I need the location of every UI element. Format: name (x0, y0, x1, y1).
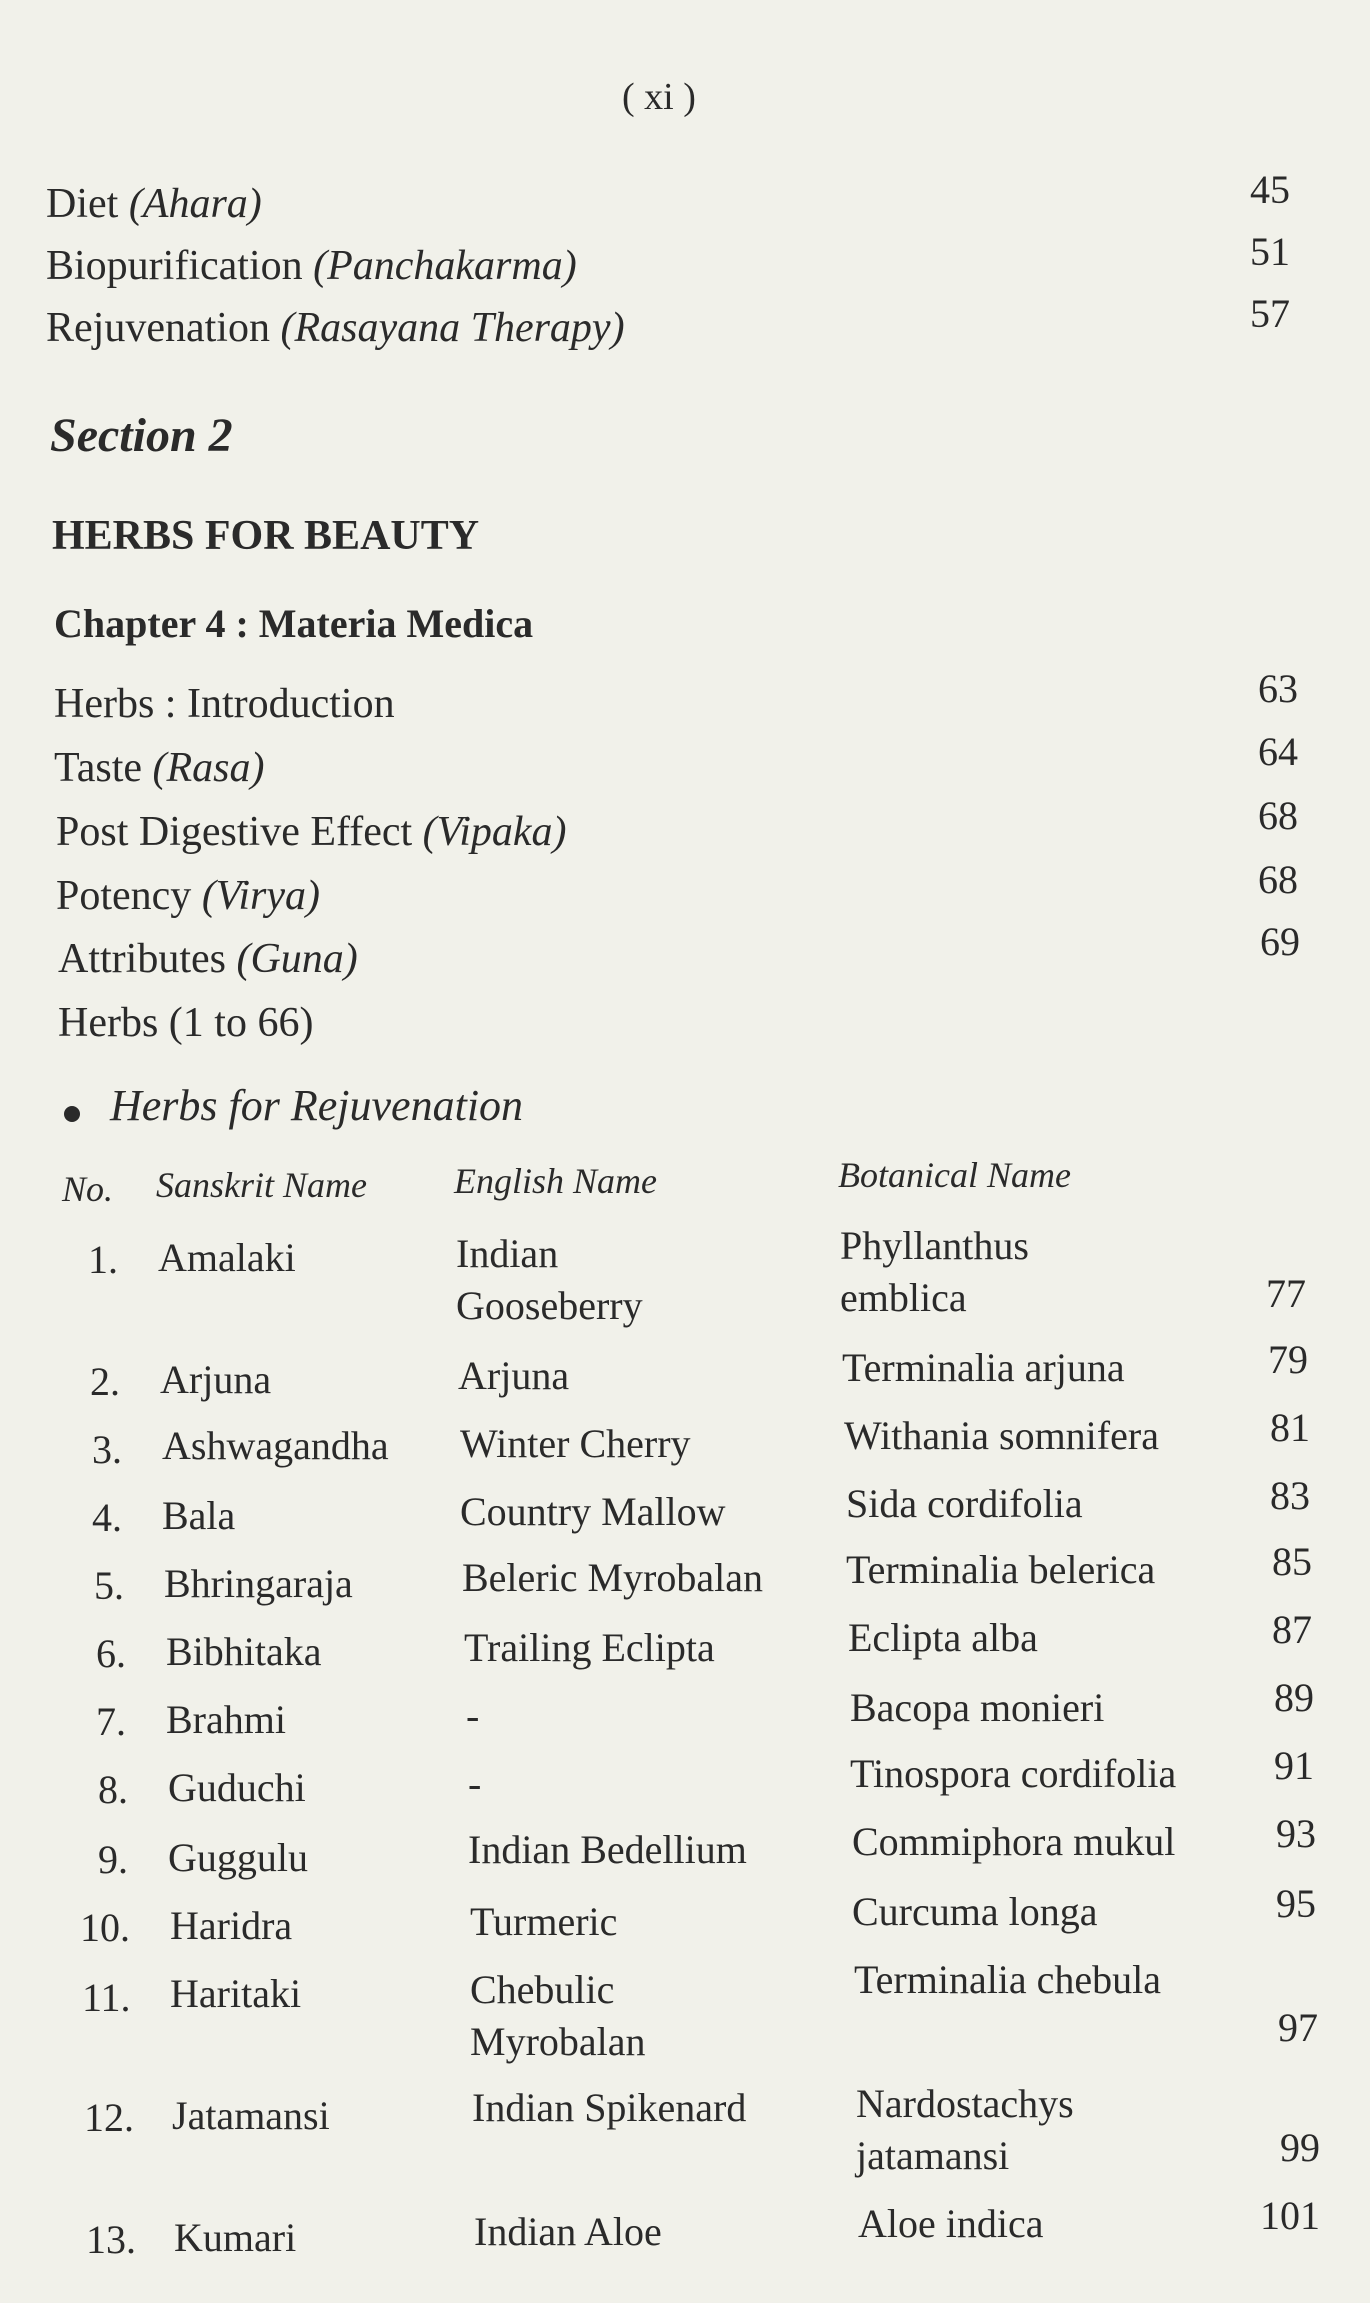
toc-page-number: 51 (1250, 229, 1290, 274)
column-header-english: English Name (454, 1161, 657, 1201)
english-name: Trailing Eclipta (464, 1625, 715, 1670)
section-title: Section 2 (50, 409, 233, 462)
page-reference: 77 (1266, 1271, 1306, 1316)
english-name: Winter Cherry (460, 1421, 691, 1466)
english-name: Indian Spikenard (472, 2085, 747, 2130)
page-reference: 97 (1278, 2005, 1318, 2050)
page-reference: 93 (1276, 1811, 1316, 1856)
toc-entry-label: Rejuvenation (46, 305, 281, 351)
row-number: 7. (96, 1699, 126, 1744)
toc-entry-term: (Panchakarma) (313, 243, 577, 289)
row-number: 11. (82, 1975, 131, 2020)
botanical-name: Nardostachys (856, 2081, 1074, 2126)
herbs-subheading: Herbs for Rejuvenation (110, 1081, 524, 1130)
chapter-entry-label: Taste (54, 745, 153, 791)
sanskrit-name: Amalaki (158, 1235, 296, 1280)
chapter-entry (54, 680, 395, 728)
page-reference: 87 (1272, 1607, 1312, 1652)
toc-entry-label: Biopurification (46, 243, 314, 289)
botanical-name: Sida cordifolia (846, 1481, 1083, 1526)
chapter-entry (58, 935, 358, 983)
english-name: Beleric Myrobalan (462, 1555, 763, 1600)
page-reference: 95 (1276, 1881, 1316, 1926)
chapter-entry-label: Post Digestive Effect (56, 809, 423, 855)
page-reference: 89 (1274, 1675, 1314, 1720)
botanical-name: Commiphora mukul (852, 1819, 1176, 1864)
chapter-entry-term: (Virya) (201, 873, 320, 919)
chapter-page-number: 64 (1258, 729, 1298, 774)
chapter-page-number: 63 (1258, 666, 1298, 711)
column-header-sanskrit: Sanskrit Name (156, 1165, 367, 1205)
chapter-entry-term: (Vipaka) (422, 809, 567, 855)
sanskrit-name: Guggulu (168, 1835, 308, 1880)
english-name: Chebulic (470, 1967, 615, 2012)
row-number: 1. (88, 1237, 118, 1282)
chapter-entry-label: Herbs (1 to 66) (58, 1000, 314, 1046)
row-number: 10. (80, 1905, 130, 1950)
page-reference: 101 (1260, 2193, 1320, 2238)
english-name: - (468, 1761, 482, 1806)
toc-entry-label: Diet (46, 181, 129, 227)
botanical-name: Phyllanthus (840, 1223, 1029, 1268)
botanical-name: Bacopa monieri (850, 1685, 1105, 1730)
sanskrit-name: Jatamansi (172, 2093, 330, 2138)
toc-page-number: 57 (1250, 291, 1290, 336)
column-header-no: No. (62, 1169, 114, 1209)
botanical-name-cont: jatamansi (856, 2133, 1010, 2178)
english-name-cont: Gooseberry (456, 1283, 643, 1328)
chapter-page-number: 69 (1260, 919, 1300, 964)
english-name: Indian (456, 1231, 559, 1276)
chapter-title: Chapter 4 : Materia Medica (54, 601, 534, 646)
row-number: 4. (92, 1495, 122, 1540)
sanskrit-name: Ashwagandha (162, 1423, 389, 1468)
chapter-entry-label: Herbs : Introduction (54, 681, 395, 727)
sanskrit-name: Kumari (174, 2215, 297, 2260)
english-name-cont: Myrobalan (470, 2019, 646, 2064)
toc-page-number: 45 (1250, 167, 1290, 212)
chapter-page-number: 68 (1258, 857, 1298, 902)
chapter-entry (56, 808, 567, 856)
sanskrit-name: Guduchi (168, 1765, 306, 1810)
sanskrit-name: Haritaki (170, 1971, 302, 2016)
english-name: Arjuna (458, 1353, 570, 1398)
row-number: 6. (96, 1631, 126, 1676)
botanical-name: Aloe indica (858, 2201, 1044, 2246)
botanical-name-cont: emblica (840, 1275, 967, 1320)
page-number-header: ( xi ) (622, 76, 696, 118)
sanskrit-name: Bala (162, 1493, 236, 1538)
row-number: 9. (98, 1837, 128, 1882)
page-reference: 79 (1268, 1337, 1308, 1382)
chapter-page-number: 68 (1258, 793, 1298, 838)
botanical-name: Eclipta alba (848, 1615, 1038, 1660)
page-reference: 81 (1270, 1405, 1310, 1450)
bullet-icon (64, 1106, 80, 1122)
sanskrit-name: Arjuna (160, 1357, 272, 1402)
row-number: 8. (98, 1767, 128, 1812)
toc-entry-rejuvenation (46, 304, 625, 352)
sanskrit-name: Brahmi (166, 1697, 286, 1742)
botanical-name: Terminalia arjuna (842, 1345, 1125, 1390)
page-reference: 91 (1274, 1743, 1314, 1788)
sanskrit-name: Haridra (170, 1903, 293, 1948)
row-number: 12. (84, 2095, 134, 2140)
section-heading: HERBS FOR BEAUTY (52, 513, 480, 559)
page-reference: 85 (1272, 1539, 1312, 1584)
english-name: Turmeric (470, 1899, 618, 1944)
chapter-entry-label: Potency (56, 873, 202, 919)
toc-entry-biopurification (46, 242, 577, 290)
english-name: Country Mallow (460, 1489, 726, 1534)
english-name: Indian Aloe (474, 2209, 662, 2254)
botanical-name: Terminalia chebula (854, 1957, 1162, 2002)
column-header-botanical: Botanical Name (838, 1155, 1071, 1195)
toc-entry-term: (Ahara) (128, 181, 262, 227)
chapter-entry (54, 744, 265, 792)
english-name: Indian Bedellium (468, 1827, 747, 1872)
toc-entry-diet (46, 180, 262, 228)
chapter-entry-term: (Rasa) (152, 745, 265, 791)
row-number: 5. (94, 1563, 124, 1608)
page-reference: 83 (1270, 1473, 1310, 1518)
botanical-name: Terminalia belerica (846, 1547, 1156, 1592)
chapter-entry-label: Attributes (58, 936, 237, 982)
toc-entry-term: (Rasayana Therapy) (280, 305, 625, 351)
row-number: 3. (92, 1427, 122, 1472)
chapter-entry-term: (Guna) (236, 936, 358, 982)
chapter-entry (58, 999, 313, 1047)
botanical-name: Withania somnifera (844, 1413, 1159, 1458)
sanskrit-name: Bhringaraja (164, 1561, 353, 1606)
botanical-name: Tinospora cordifolia (850, 1751, 1177, 1796)
page-reference: 99 (1280, 2125, 1320, 2170)
english-name: - (466, 1693, 480, 1738)
botanical-name: Curcuma longa (852, 1889, 1098, 1934)
sanskrit-name: Bibhitaka (166, 1629, 322, 1674)
row-number: 2. (90, 1359, 120, 1404)
chapter-entry (56, 872, 320, 920)
row-number: 13. (86, 2217, 136, 2262)
